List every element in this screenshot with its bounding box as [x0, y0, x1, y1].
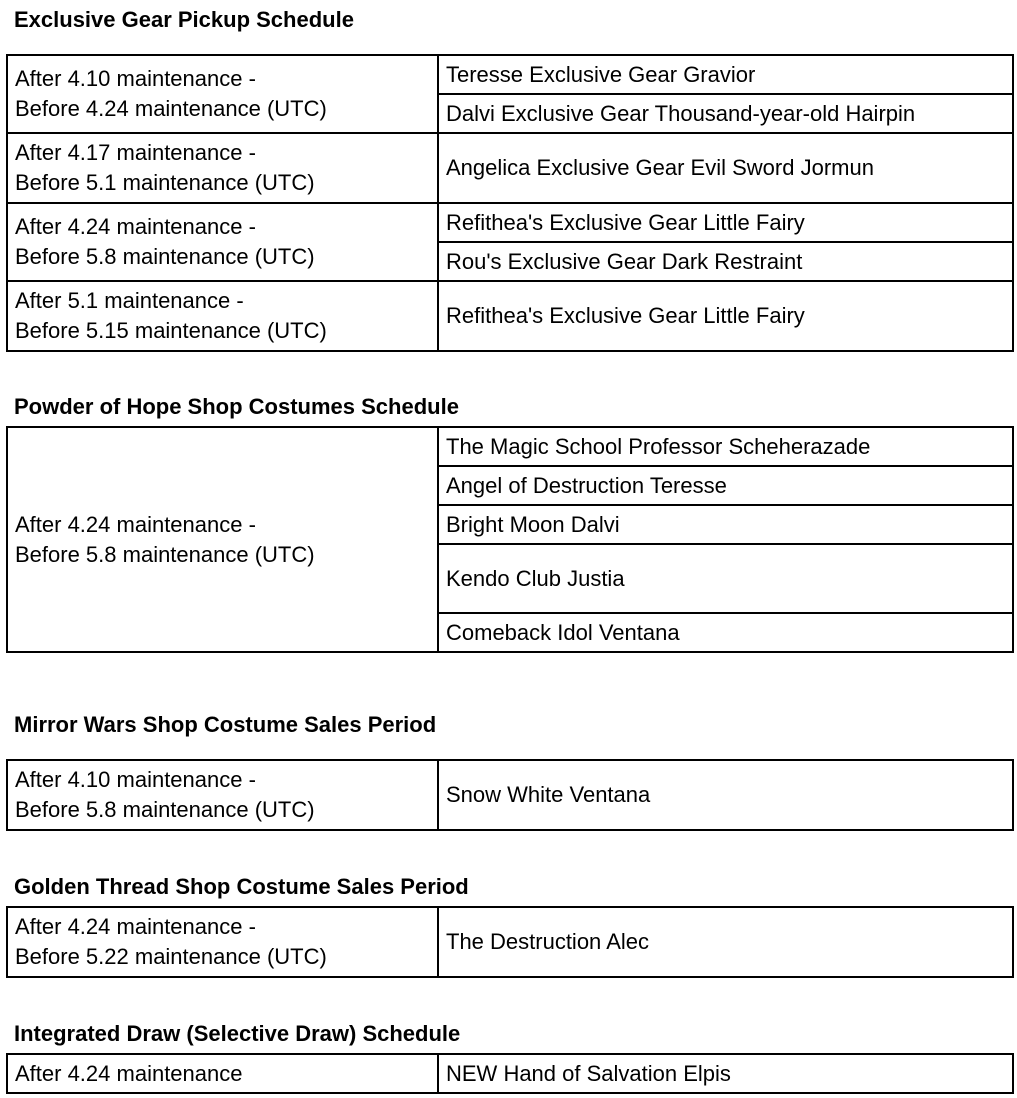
period-end: Before 5.8 maintenance (UTC): [15, 797, 315, 822]
period-cell: [7, 760, 438, 830]
item-cell: Snow White Ventana: [438, 760, 1013, 830]
section-title-golden-thread: Golden Thread Shop Costume Sales Period: [14, 874, 469, 899]
item-cell: Refithea's Exclusive Gear Little Fairy: [438, 281, 1013, 351]
table-row: [7, 281, 1013, 351]
period-start: After 4.10 maintenance -: [15, 66, 256, 91]
table-row: [7, 55, 1013, 94]
period-end: Before 5.15 maintenance (UTC): [15, 318, 327, 343]
section-title-integrated-draw: Integrated Draw (Selective Draw) Schedule: [14, 1021, 461, 1046]
period-start: After 5.1 maintenance -: [15, 288, 244, 313]
exclusive-gear-table: [6, 54, 1014, 352]
table-row: [7, 427, 1013, 466]
period-cell: [7, 1054, 438, 1093]
period-cell: [7, 907, 438, 977]
period-end: Before 5.8 maintenance (UTC): [15, 541, 315, 567]
section-title-powder-of-hope: Powder of Hope Shop Costumes Schedule: [14, 394, 459, 419]
integrated-draw-table: [6, 1053, 1014, 1094]
period-cell: [7, 281, 438, 351]
period-start: After 4.10 maintenance -: [15, 767, 256, 792]
section-title-exclusive-gear: Exclusive Gear Pickup Schedule: [14, 7, 354, 32]
item-cell: Comeback Idol Ventana: [438, 613, 1013, 652]
item-cell: Angel of Destruction Teresse: [438, 466, 1013, 505]
mirror-wars-table: [6, 759, 1014, 831]
item-cell: Angelica Exclusive Gear Evil Sword Jormun: [438, 133, 1013, 203]
item-cell: Teresse Exclusive Gear Gravior: [438, 55, 1013, 94]
period-cell: [7, 427, 438, 652]
item-cell: Kendo Club Justia: [438, 544, 1013, 613]
item-cell: NEW Hand of Salvation Elpis: [438, 1054, 1013, 1093]
period-end: Before 4.24 maintenance (UTC): [15, 96, 327, 121]
section-title-mirror-wars: Mirror Wars Shop Costume Sales Period: [14, 712, 437, 737]
item-cell: Bright Moon Dalvi: [438, 505, 1013, 544]
period-cell: [7, 203, 438, 281]
table-row: [7, 203, 1013, 242]
period-start: After 4.24 maintenance -: [15, 214, 256, 239]
table-row: [7, 907, 1013, 977]
item-cell: Rou's Exclusive Gear Dark Restraint: [438, 242, 1013, 281]
item-cell: The Destruction Alec: [438, 907, 1013, 977]
table-row: [7, 133, 1013, 203]
table-row: [7, 1054, 1013, 1093]
powder-of-hope-table: [6, 426, 1014, 653]
period-start: After 4.24 maintenance -: [15, 511, 256, 537]
period-end: Before 5.1 maintenance (UTC): [15, 170, 315, 195]
period-cell: [7, 55, 438, 133]
item-cell: The Magic School Professor Scheherazade: [438, 427, 1013, 466]
item-cell: Dalvi Exclusive Gear Thousand-year-old Hairpin: [438, 94, 1013, 133]
period-start: After 4.24 maintenance: [15, 1060, 243, 1086]
table-row: [7, 760, 1013, 830]
item-cell: Refithea's Exclusive Gear Little Fairy: [438, 203, 1013, 242]
golden-thread-table: [6, 906, 1014, 978]
period-end: Before 5.22 maintenance (UTC): [15, 944, 327, 969]
period-start: After 4.17 maintenance -: [15, 140, 256, 165]
period-end: Before 5.8 maintenance (UTC): [15, 244, 315, 269]
period-start: After 4.24 maintenance -: [15, 914, 256, 939]
period-cell: [7, 133, 438, 203]
